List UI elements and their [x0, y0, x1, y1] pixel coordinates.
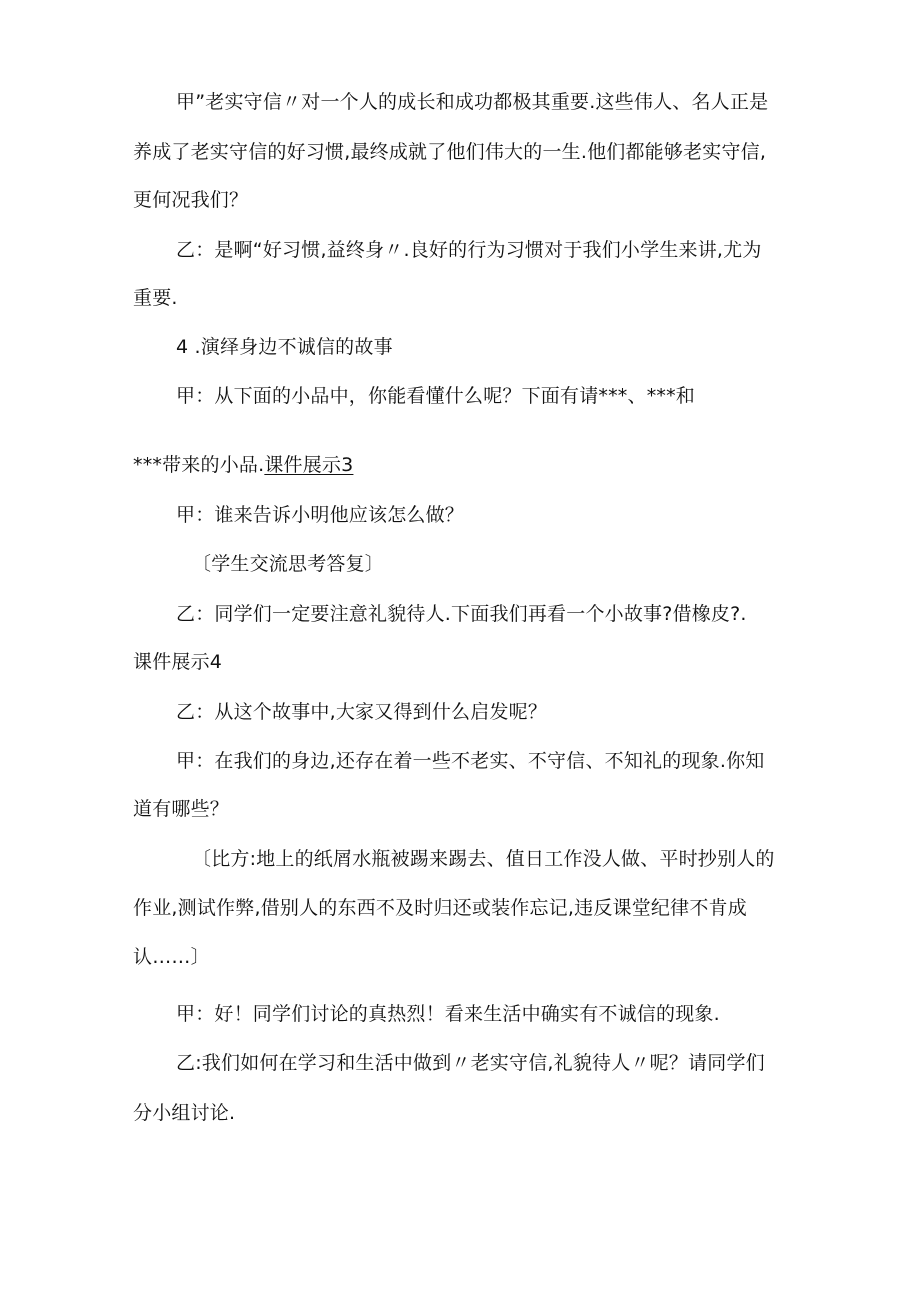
- paragraph-line: 甲”老实守信〃对一个人的成长和成功都极其重要.这些伟人、名人正是: [176, 91, 769, 113]
- paragraph-line: 甲：从下面的小品中，你能看懂什么呢？下面有请***、***和: [176, 385, 696, 407]
- paragraph-line: 作业,测试作弊,借别人的东西不及时归还或装作忘记,违反课堂纪律不肯成: [133, 897, 747, 919]
- paragraph-line: [133, 453, 353, 477]
- paragraph-line: 乙:我们如何在学习和生活中做到〃老实守信,礼貌待人〃呢？请同学们: [176, 1052, 765, 1074]
- inline-text: ***带来的小品.: [133, 454, 265, 476]
- paragraph-line: 道有哪些？: [133, 798, 230, 820]
- paragraph-line: 乙：从这个故事中,大家又得到什么启发呢？: [176, 701, 548, 723]
- paragraph-line: 重要.: [133, 287, 178, 309]
- paragraph-line: 乙：是啊“好习惯,益终身〃.良好的行为习惯对于我们小学生来讲,尤为: [176, 239, 762, 261]
- paragraph-line: 养成了老实守信的好习惯,最终成就了他们伟大的一生.他们都能够老实守信,: [133, 141, 767, 163]
- paragraph-line: 甲：好！同学们讨论的真热烈！看来生活中确实有不诚信的现象.: [176, 1003, 720, 1025]
- paragraph-line: 更何况我们？: [133, 189, 249, 211]
- paragraph-line: 〔学生交流思考答复〕: [192, 553, 385, 575]
- courseware-link: 课件展示3: [264, 454, 354, 476]
- paragraph-line: 课件展示4: [133, 651, 223, 673]
- paragraph-line: 甲：谁来告诉小明他应该怎么做？: [176, 504, 465, 526]
- paragraph-line: 分小组讨论.: [133, 1102, 236, 1124]
- paragraph-line: 乙：同学们一定要注意礼貌待人.下面我们再看一个小故事?借橡皮?.: [176, 603, 747, 625]
- paragraph-line: 甲：在我们的身边,还存在着一些不老实、不守信、不知礼的现象.你知: [176, 750, 765, 772]
- paragraph-line: 〔比方:地上的纸屑水瓶被踢来踢去、值日工作没人做、平时抄别人的: [192, 848, 775, 870]
- paragraph-line: 认……〕: [133, 946, 210, 968]
- section-heading: 4 .演绎身边不诚信的故事: [176, 336, 393, 358]
